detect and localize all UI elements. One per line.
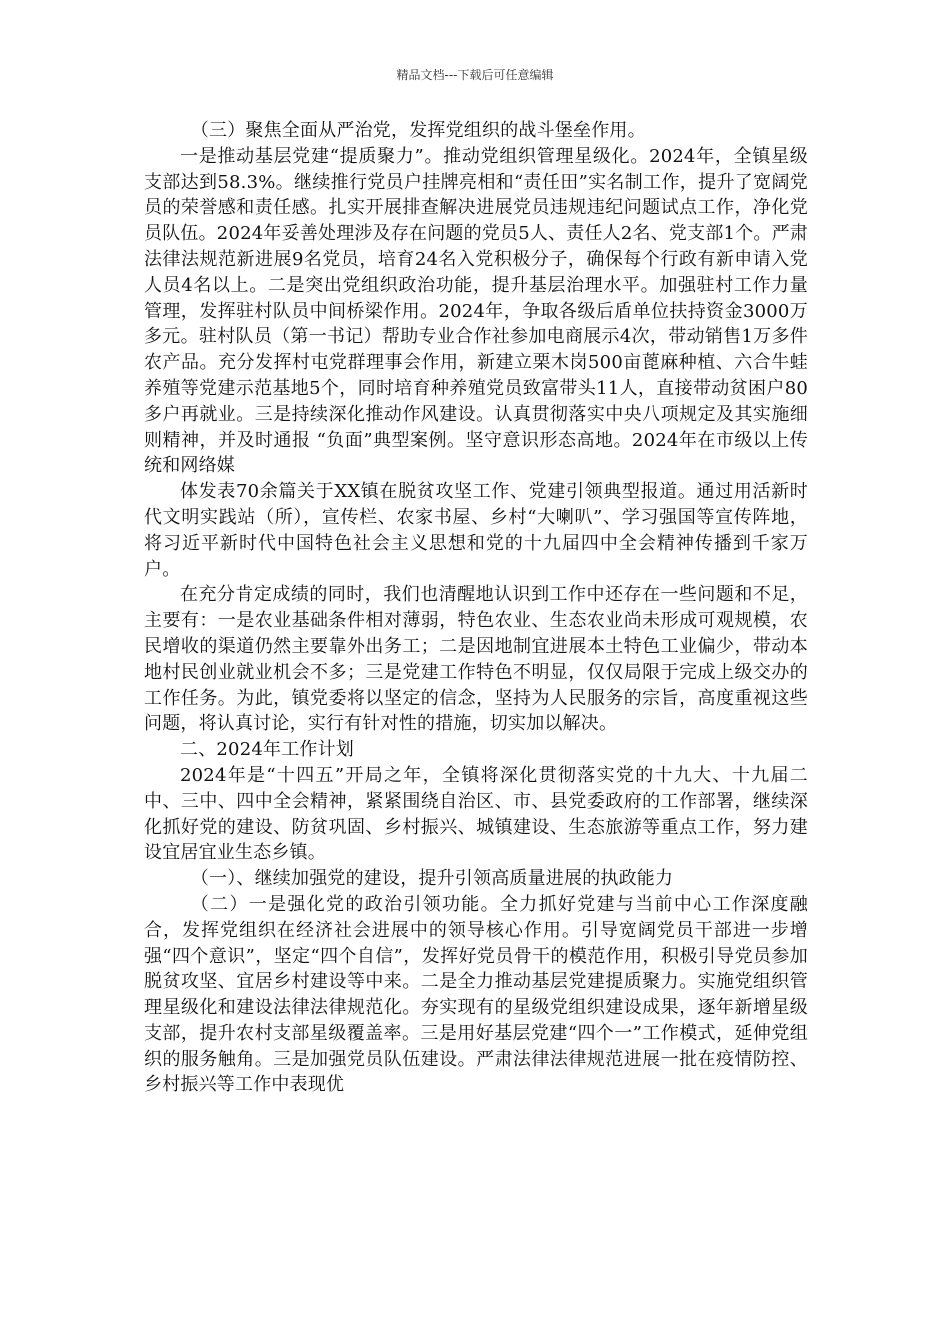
paragraph-media-reports: 体发表70余篇关于XX镇在脱贫攻坚工作、党建引领典型报道。通过用活新时代文明实践站（所），宣传栏、农家书屋、乡村“大喇叭”、学习强国等宣传阵地，将习近平新时代中国特色社会主义思想和党的十九届四中全会精神传播到千家万户。 — [144, 481, 808, 580]
page-header-watermark: 精品文档---下载后可任意编辑 — [396, 68, 554, 82]
subheading-one: （一）、继续加强党的建设，提升引领高质量进展的执政能力 — [190, 868, 674, 890]
section-heading-three: （三）聚焦全面从严治党，发挥党组织的战斗堡垒作用。 — [190, 120, 646, 141]
paragraph-political-leadership: （二）一是强化党的政治引领功能。全力抓好党建与当前中心工作深度融合，发挥党组织在经济社会进展中的领导核心作用。引导宽阔党员干部进一步增强“四个意识”，坚定“四个自信”，发挥好党员骨干的模范作用，积极引导党员参加脱贫攻坚、宜居乡村建设等中来。二是全力推动基层党建提质聚力。实施党组织管理星级化和建设法律法律规范化。夯实现有的星级党组织建设成果，逐年新增星级支部，提升农村支部星级覆盖率。三是用好基层党建“四个一”工作模式，延伸党组织的服务触角。三是加强党员队伍建设。严肃法律法律规范进展一批在疫情防控、乡村振兴等工作中表现优 — [144, 893, 808, 1096]
paragraph-plan-overview: 2024年是“十四五”开局之年，全镇将深化贯彻落实党的十九大、十九届二中、三中、四中全会精神，紧紧围绕自治区、市、县党委政府的工作部署，继续深化抓好党的建设、防贫巩固、乡村振兴、城镇建设、生态旅游等重点工作，努力建设宜居宜业生态乡镇。 — [144, 764, 808, 864]
paragraph-party-building: 一是推动基层党建“提质聚力”。推动党组织管理星级化。2024年，全镇星级支部达到58.3%。继续推行党员户挂牌亮相和“责任田”实名制工作，提升了宽阔党员的荣誉感和责任感。扎实开展排查解决进展党员违规违纪问题试点工作，净化党员队伍。2024年妥善处理涉及存在问题的党员5人、责任人2名、党支部1个。严肃法律法规范新进展9名党员，培育24名入党积极分子，确保每个行政有新申请入党人员4名以上。二是突出党组织政治功能，提升基层治理水平。加强驻村工作力量管理，发挥驻村队员中间桥梁作用。2024年，争取各级后盾单位扶持资金3000万多元。驻村队员（第一书记）帮助专业合作社参加电商展示4次，带动销售1万多件农产品。充分发挥村屯党群理事会作用，新建立栗木岗500亩蓖麻种植、六合牛蛙养殖等党建示范基地5个，同时培育种养殖党员致富带头11人，直接带动贫困户80多户再就业。三是持续深化推动作风建设。认真贯彻落实中央八项规定及其实施细则精神，并及时通报 “负面”典型案例。坚守意识形态高地。2024年在市级以上传统和网络媒 — [144, 145, 808, 477]
paragraph-problems: 在充分肯定成绩的同时，我们也清醒地认识到工作中还存在一些问题和不足，主要有：一是农业基础条件相对薄弱，特色农业、生态农业尚未形成可观规模，农民增收的渠道仍然主要靠外出务工；二是因地制宜进展本土特色工业偏少，带动本地村民创业就业机会不多；三是党建工作特色不明显，仅仅局限于完成上级交办的工作任务。为此，镇党委将以坚定的信念，坚持为人民服务的宗旨，高度重视这些问题，将认真讨论，实行有针对性的措施，切实加以解决。 — [144, 584, 808, 735]
document-body — [144, 118, 808, 1098]
section-heading-work-plan: 二、2024年工作计划 — [180, 739, 355, 761]
